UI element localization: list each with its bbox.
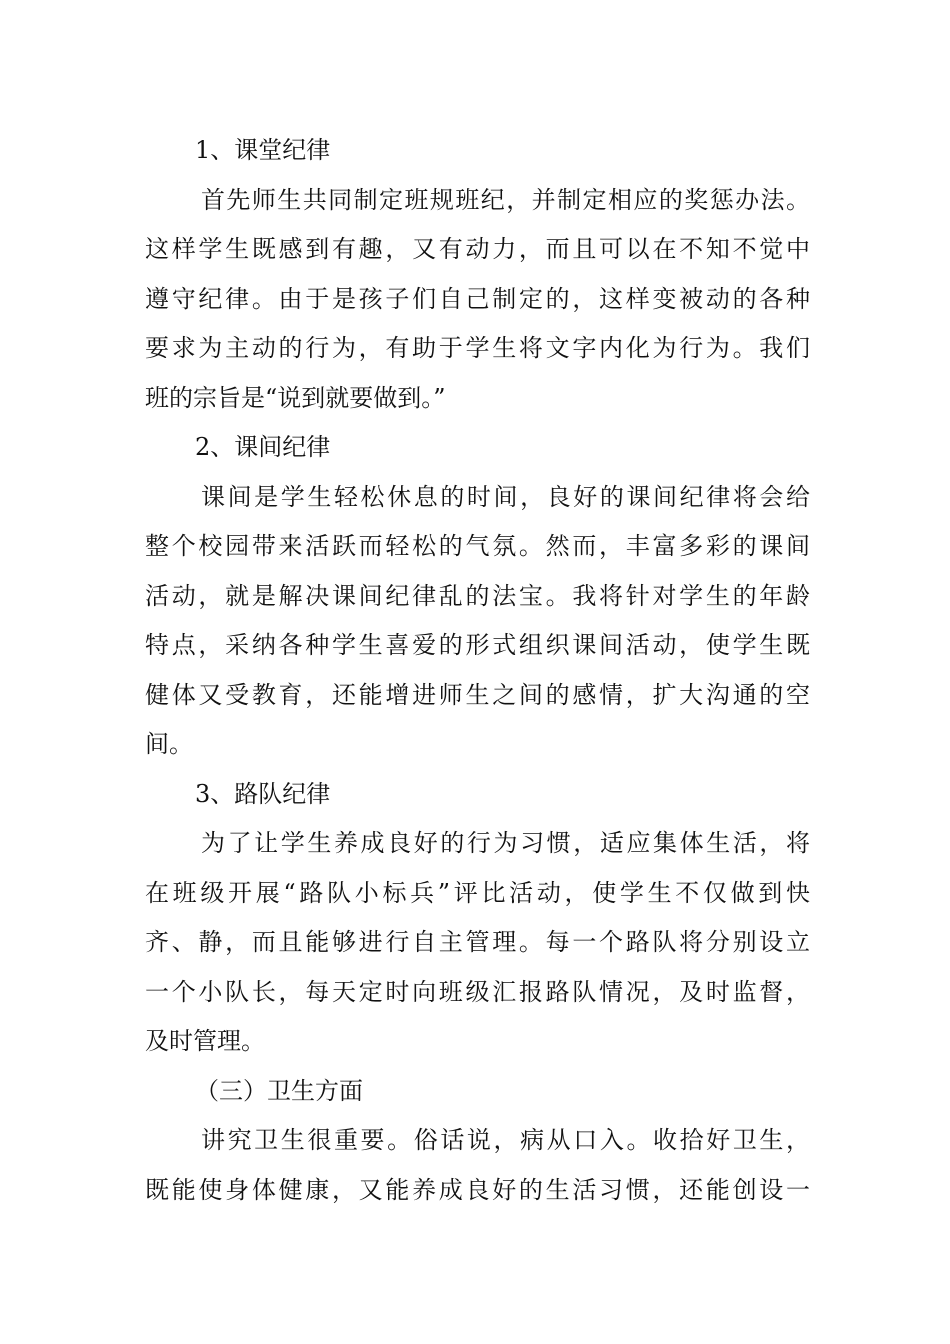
paragraph-line: 健体又受教育，还能增进师生之间的感情，扩大沟通的空 — [145, 680, 810, 709]
paragraph-line: 间。 — [145, 730, 193, 758]
paragraph-line: 活动，就是解决课间纪律乱的法宝。我将针对学生的年龄 — [145, 581, 810, 610]
paragraph-line: 要求为主动的行为，有助于学生将文字内化为行为。我们 — [145, 334, 810, 362]
paragraph-recess-discipline — [145, 473, 810, 770]
section-heading-classroom-discipline: 1、课堂纪律 — [195, 136, 331, 164]
paragraph-line: 课间是学生轻松休息的时间，良好的课间纪律将会给 — [201, 482, 810, 511]
paragraph-classroom-discipline — [145, 176, 810, 424]
section-heading-recess-discipline: 2、课间纪律 — [195, 433, 331, 461]
paragraph-line: 首先师生共同制定班规班纪，并制定相应的奖惩办法。 — [201, 185, 810, 214]
paragraph-line: 在班级开展“路队小标兵”评比活动，使学生不仅做到快 — [145, 878, 810, 907]
paragraph-line: 齐、静，而且能够进行自主管理。每一个路队将分别设立 — [145, 928, 810, 956]
paragraph-line: 特点，采纳各种学生喜爱的形式组织课间活动，使学生既 — [145, 631, 810, 659]
section-heading-line-up-discipline: 3、路队纪律 — [195, 779, 331, 808]
paragraph-line: 讲究卫生很重要。俗话说，病从口入。收拾好卫生， — [201, 1126, 810, 1154]
document-page — [145, 126, 810, 1215]
paragraph-line: 及时管理。 — [145, 1027, 265, 1055]
paragraph-line: 班的宗旨是“说到就要做到。” — [145, 383, 446, 412]
paragraph-line: 这样学生既感到有趣，又有动力，而且可以在不知不觉中 — [145, 235, 810, 263]
paragraph-line: 一个小队长，每天定时向班级汇报路队情况，及时监督， — [145, 977, 810, 1006]
paragraph-line: 遵守纪律。由于是孩子们自己制定的，这样变被动的各种 — [145, 284, 810, 313]
paragraph-line: 整个校园带来活跃而轻松的气氛。然而，丰富多彩的课间 — [145, 532, 810, 560]
paragraph-hygiene — [145, 1116, 810, 1215]
paragraph-line: 为了让学生养成良好的行为习惯，适应集体生活，将 — [201, 829, 810, 857]
paragraph-line-up-discipline — [145, 819, 810, 1067]
section-heading-hygiene: （三）卫生方面 — [195, 1076, 363, 1105]
paragraph-line: 既能使身体健康，又能养成良好的生活习惯，还能创设一 — [145, 1175, 810, 1204]
